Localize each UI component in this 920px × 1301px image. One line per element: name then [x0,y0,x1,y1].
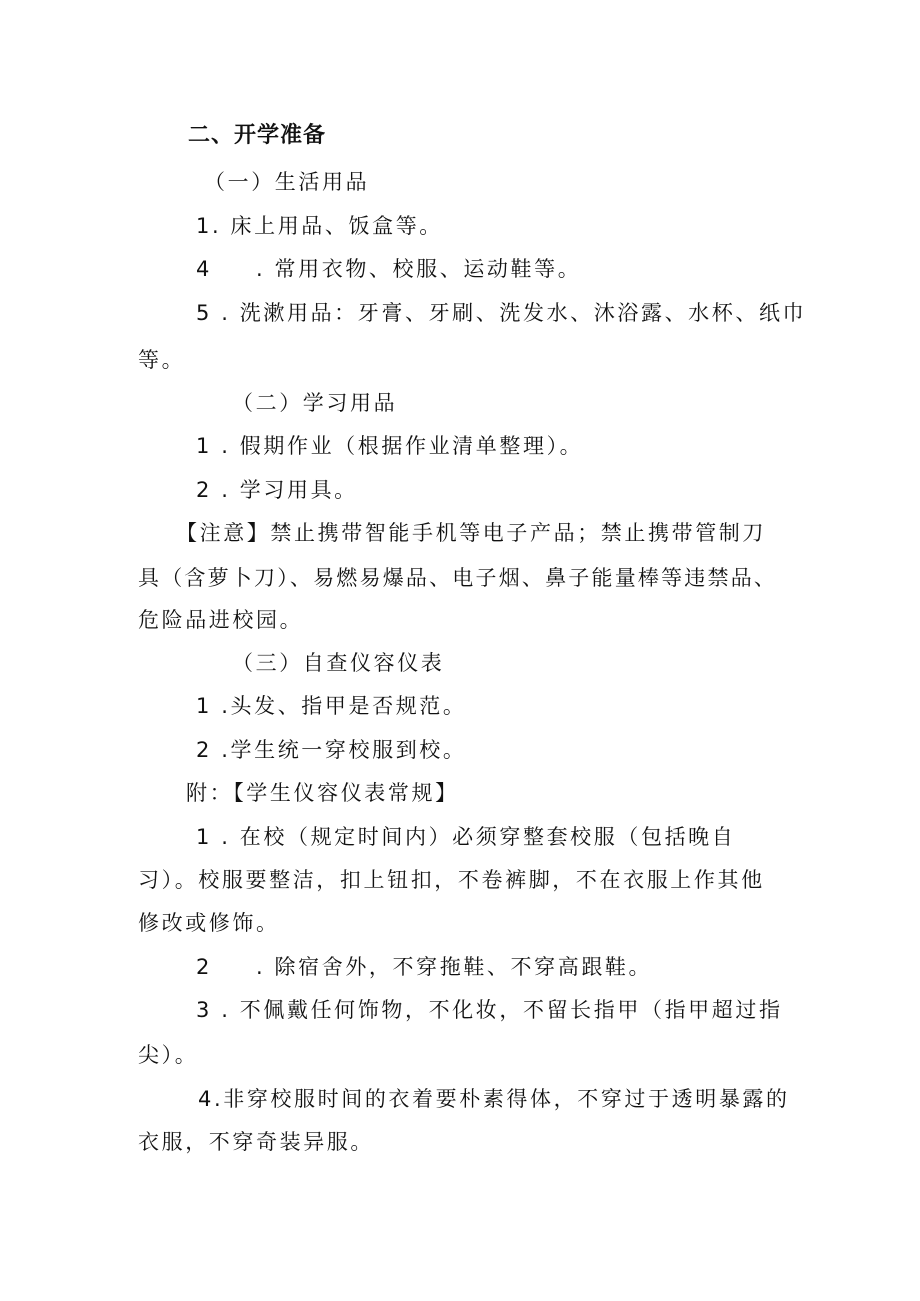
appendix-rule-2 [196,952,652,982]
section-title: 二、开学准备 [188,123,327,148]
appendix-rule-2-text: . 除宿舍外，不穿拖鞋、不穿高跟鞋。 [255,955,653,979]
daily-item-4 [196,254,581,284]
appendix-rule-1-line-1: 1 . 在校（规定时间内）必须穿整套校服（包括晚自 [196,825,736,849]
appearance-heading: （三）自查仪容仪表 [232,651,445,675]
daily-heading: （一）生活用品 [204,170,370,194]
appendix-rule-4-line-1: 4.非穿校服时间的衣着要朴素得体，不穿过于透明暴露的 [198,1087,790,1111]
study-note-line-3: 危险品进校园。 [138,608,304,632]
appendix-rule-4-line-2: 衣服，不穿奇装异服。 [138,1130,374,1154]
study-heading: （二）学习用品 [232,391,398,415]
daily-item-1: 1. 床上用品、饭盒等。 [196,214,443,238]
study-item-2: 2 . 学习用具。 [196,478,358,502]
appendix-rule-3-line-1: 3 . 不佩戴任何饰物，不化妆，不留长指甲（指甲超过指 [196,998,783,1022]
daily-item-4-text: . 常用衣物、校服、运动鞋等。 [255,257,582,281]
appendix-title: 附：【学生仪容仪表常规】 [186,781,459,805]
appendix-rule-1-line-3: 修改或修饰。 [138,911,280,935]
appendix-rule-2-number: 2 [196,955,212,979]
appearance-item-2: 2 .学生统一穿校服到校。 [196,738,467,762]
daily-item-4-number: 4 [196,257,212,281]
appendix-rule-1-line-2: 习）。校服要整洁，扣上钮扣，不卷裤脚，不在衣服上作其他 [138,868,765,892]
study-item-1: 1 . 假期作业（根据作业清单整理）。 [196,434,584,458]
daily-item-5-line-2: 等。 [138,348,186,372]
appendix-rule-3-line-2: 尖）。 [138,1043,199,1067]
appearance-item-1: 1 .头发、指甲是否规范。 [196,694,467,718]
study-note-line-1: 【注意】禁止携带智能手机等电子产品；禁止携带管制刀 [176,521,766,545]
study-note-line-2: 具（含萝卜刀）、易燃易爆品、电子烟、鼻子能量棒等违禁品、 [138,566,778,590]
daily-item-5-line-1: 5 . 洗漱用品：牙膏、牙刷、洗发水、沐浴露、水杯、纸巾 [196,301,807,325]
